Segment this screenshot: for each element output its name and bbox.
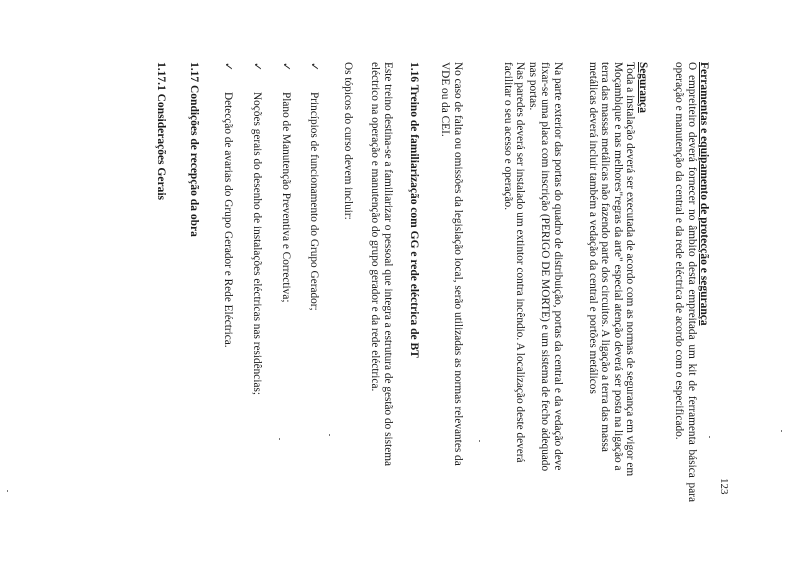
omission-line: No caso de falta ou omissões da legislação local, serão utilizadas as normas relevantes da	[452, 62, 464, 466]
security-line: metálicas deverá incluir também a vedação da central e portões metálicos	[586, 62, 599, 394]
topic-text: Plano de Manutenção Preventiva e Correctiva;	[280, 92, 292, 303]
security-heading: Segurança	[637, 62, 649, 113]
page-number: 123	[718, 478, 730, 495]
security-line: terra das massas metálicas não fazendo parte dos circuitos. A ligação a terra das massa	[599, 62, 612, 452]
tools-section	[697, 62, 710, 502]
tools-paragraph: O empreiteiro deverá fornecer no âmbito desta empreitada um kit de ferramenta básica para operação e manutenção da central e da rede eléctrica de acordo com o especificado.	[673, 62, 698, 502]
check-icon: ✓	[222, 62, 234, 72]
doors-line: nas portas.	[526, 62, 539, 111]
topic-text: Noções gerais do desenho de instalações eléctricas nas residências;	[251, 92, 263, 396]
security-section	[586, 62, 649, 502]
reception-subheading: 1.17.1 Considerações Gerais	[155, 62, 167, 200]
reception-heading: 1.17 Condições de recepção da obra	[188, 62, 200, 237]
check-icon: ✓	[308, 62, 320, 72]
training-intro-line: eléctrico na operação e manutenção do grupo gerador e da rede eléctrica.	[369, 62, 382, 392]
doors-line: Na parte exterior das portas do quadro de distribuição, portas da central e da vedação deve	[552, 62, 564, 471]
security-line: Moçambique e nas melhores"regras da arte" especial atenção deverá ser posta na ligação a	[611, 62, 624, 471]
doors-line: fixar-se uma placa com inscrição (PERIGO DE MORTE) e um sistema de fecho adequado	[539, 62, 552, 472]
topics-intro: Os tópicos do curso devem incluir:	[342, 62, 354, 220]
training-heading: 1.16 Treino de familiarização com GG e rede eléctrica de BT	[408, 62, 420, 358]
training-intro-line: Este treino destina-se a familiarizar o pessoal que integra a estrutura de gestão do sistema	[382, 62, 394, 467]
doors-line: facilitar o seu acesso e operação.	[501, 62, 514, 211]
check-icon: ✓	[251, 62, 263, 72]
topic-text: Princípios de funcionamento do Grupo Gerador;	[308, 92, 320, 311]
omission-paragraph	[439, 62, 464, 502]
doors-paragraph	[501, 62, 564, 502]
omission-line: VDE ou da CEI.	[439, 62, 452, 137]
tools-heading: Ferramentas e equipamento de protecção e segurança	[698, 62, 710, 326]
check-icon: ✓	[280, 62, 292, 72]
doors-line: Nas paredes deverá ser instalado um extintor contra incêndio. A localização deste deverá	[514, 62, 527, 463]
security-line: Toda a instalação deverá ser executada de acordo com as normas de segurança em vigor em	[624, 62, 637, 477]
topic-text: Detecção de avarias do Grupo Gerador e Rede Eléctrica.	[222, 92, 234, 348]
training-intro	[369, 62, 394, 502]
